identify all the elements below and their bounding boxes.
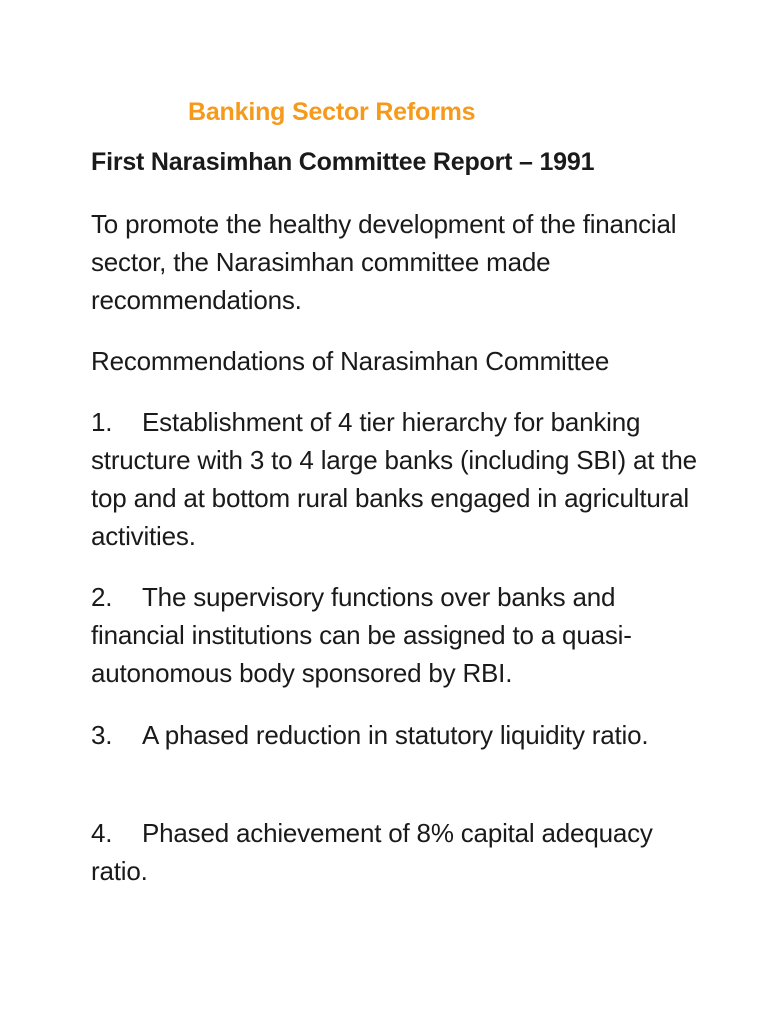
recommendation-item-1 xyxy=(91,403,701,555)
recommendation-item-4 xyxy=(91,814,701,890)
item-text: Phased achievement of 8% capital adequacy ratio. xyxy=(91,818,653,886)
intro-paragraph: To promote the healthy development of the financial sector, the Narasimhan committee made recommendations. xyxy=(91,209,677,315)
item-number: 4. xyxy=(91,818,113,848)
item-number: 2. xyxy=(91,582,113,612)
item-text: Establishment of 4 tier hierarchy for banking structure with 3 to 4 large banks (including SBI) at the top and at bottom rural banks engaged in agricultural activities. xyxy=(91,407,697,551)
recommendation-item-2 xyxy=(91,578,701,692)
item-number: 3. xyxy=(91,720,113,750)
item-text: A phased reduction in statutory liquidity ratio. xyxy=(142,720,649,750)
document-title: Banking Sector Reforms xyxy=(188,98,476,126)
item-text: The supervisory functions over banks and financial institutions can be assigned to a quasi-autonomous body sponsored by RBI. xyxy=(91,582,632,688)
recommendations-heading: Recommendations of Narasimhan Committee xyxy=(91,346,610,376)
recommendation-item-3 xyxy=(91,716,701,754)
document-subtitle: First Narasimhan Committee Report – 1991 xyxy=(91,148,595,176)
item-number: 1. xyxy=(91,407,113,437)
